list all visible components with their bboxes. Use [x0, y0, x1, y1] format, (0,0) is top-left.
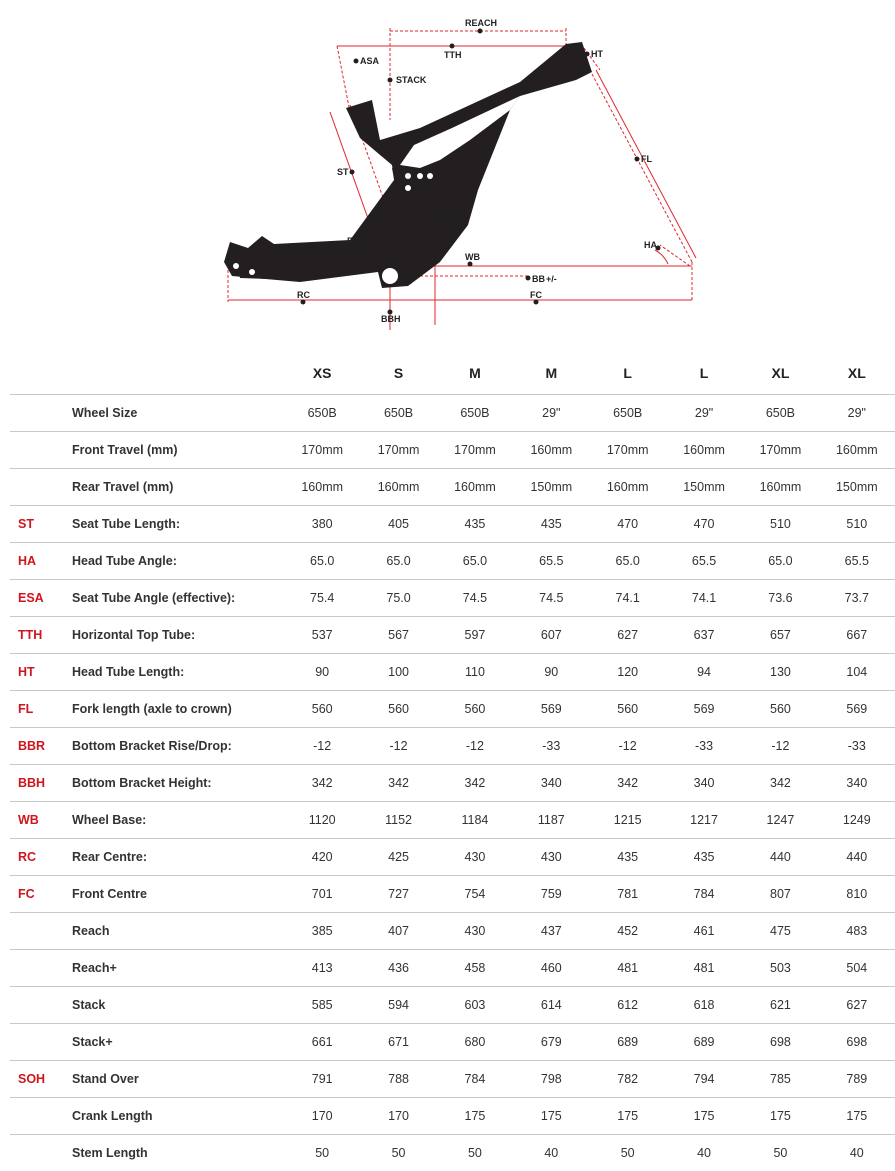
table-cell: 701	[284, 876, 360, 913]
row-label: Horizontal Top Tube:	[56, 617, 284, 654]
table-cell: 160mm	[513, 432, 589, 469]
row-abbreviation: RC	[10, 839, 56, 876]
size-header: M	[437, 352, 513, 395]
row-abbreviation: WB	[10, 802, 56, 839]
table-cell: 698	[742, 1024, 818, 1061]
table-cell: 754	[437, 876, 513, 913]
row-abbreviation: FL	[10, 691, 56, 728]
table-cell: 475	[742, 913, 818, 950]
table-cell: 627	[590, 617, 666, 654]
table-cell: 342	[437, 765, 513, 802]
table-row	[10, 469, 895, 506]
table-cell: 470	[666, 506, 742, 543]
row-label: Rear Travel (mm)	[56, 469, 284, 506]
row-label: Front Travel (mm)	[56, 432, 284, 469]
table-cell: 150mm	[666, 469, 742, 506]
table-cell: 661	[284, 1024, 360, 1061]
table-cell: 340	[666, 765, 742, 802]
tth-label: TTH	[444, 50, 462, 60]
table-cell: 405	[360, 506, 436, 543]
row-abbreviation: HT	[10, 654, 56, 691]
size-header: XL	[742, 352, 818, 395]
table-cell: 689	[590, 1024, 666, 1061]
table-cell: 160mm	[590, 469, 666, 506]
table-cell: 110	[437, 654, 513, 691]
table-row	[10, 543, 895, 580]
table-cell: 175	[666, 1098, 742, 1135]
table-cell: 759	[513, 876, 589, 913]
table-cell: 170mm	[284, 432, 360, 469]
table-row	[10, 1061, 895, 1098]
table-cell: 461	[666, 913, 742, 950]
table-row	[10, 617, 895, 654]
geometry-table	[10, 352, 895, 1171]
size-header: L	[590, 352, 666, 395]
table-cell: 667	[819, 617, 895, 654]
table-cell: 618	[666, 987, 742, 1024]
row-abbreviation: FC	[10, 876, 56, 913]
table-cell: 560	[284, 691, 360, 728]
table-cell: 698	[819, 1024, 895, 1061]
row-abbreviation	[10, 987, 56, 1024]
table-cell: 483	[819, 913, 895, 950]
table-row	[10, 580, 895, 617]
ht-label: HT	[591, 49, 603, 59]
table-cell: 40	[666, 1135, 742, 1171]
table-cell: 430	[513, 839, 589, 876]
table-cell: 637	[666, 617, 742, 654]
soh-label: SOH	[440, 209, 460, 219]
table-row	[10, 1098, 895, 1135]
row-label: Head Tube Length:	[56, 654, 284, 691]
table-cell: 650B	[437, 395, 513, 432]
table-cell: 781	[590, 876, 666, 913]
table-cell: 436	[360, 950, 436, 987]
table-cell: 340	[513, 765, 589, 802]
table-cell: 537	[284, 617, 360, 654]
table-cell: 65.5	[819, 543, 895, 580]
row-label: Crank Length	[56, 1098, 284, 1135]
table-cell: 791	[284, 1061, 360, 1098]
table-cell: 100	[360, 654, 436, 691]
table-cell: 342	[360, 765, 436, 802]
table-cell: 75.4	[284, 580, 360, 617]
row-label: Fork length (axle to crown)	[56, 691, 284, 728]
table-cell: 460	[513, 950, 589, 987]
table-cell: 94	[666, 654, 742, 691]
table-cell: 560	[590, 691, 666, 728]
table-row	[10, 913, 895, 950]
table-cell: 420	[284, 839, 360, 876]
table-cell: 160mm	[666, 432, 742, 469]
table-cell: 74.1	[590, 580, 666, 617]
row-abbreviation	[10, 1098, 56, 1135]
table-cell: 342	[590, 765, 666, 802]
bb-suffix-label: +/-	[546, 274, 557, 284]
frame-geometry-diagram	[0, 0, 895, 340]
table-cell: -12	[360, 728, 436, 765]
table-cell: 73.7	[819, 580, 895, 617]
row-abbreviation: ESA	[10, 580, 56, 617]
table-cell: 175	[590, 1098, 666, 1135]
table-cell: 170	[360, 1098, 436, 1135]
table-row	[10, 876, 895, 913]
table-cell: 689	[666, 1024, 742, 1061]
table-cell: 65.0	[590, 543, 666, 580]
table-cell: 90	[284, 654, 360, 691]
size-header-row	[10, 352, 895, 395]
table-cell: 65.5	[666, 543, 742, 580]
table-cell: 40	[819, 1135, 895, 1171]
rc-label: RC	[297, 290, 310, 300]
table-cell: 170mm	[742, 432, 818, 469]
row-label: Stem Length	[56, 1135, 284, 1171]
table-cell: 73.6	[742, 580, 818, 617]
bb-label: BB	[532, 274, 545, 284]
table-cell: 650B	[742, 395, 818, 432]
row-abbreviation	[10, 913, 56, 950]
esa-label: ESA	[347, 236, 366, 246]
table-cell: 65.0	[360, 543, 436, 580]
table-cell: 160mm	[360, 469, 436, 506]
table-cell: 407	[360, 913, 436, 950]
row-label: Seat Tube Angle (effective):	[56, 580, 284, 617]
table-cell: 612	[590, 987, 666, 1024]
table-row	[10, 1135, 895, 1171]
table-cell: 50	[360, 1135, 436, 1171]
table-cell: 385	[284, 913, 360, 950]
reach-label: REACH	[465, 18, 497, 28]
table-cell: 430	[437, 839, 513, 876]
table-cell: 569	[819, 691, 895, 728]
table-cell: 470	[590, 506, 666, 543]
table-cell: 510	[742, 506, 818, 543]
size-header: L	[666, 352, 742, 395]
table-cell: 569	[513, 691, 589, 728]
table-cell: 569	[666, 691, 742, 728]
table-cell: 585	[284, 987, 360, 1024]
table-cell: 430	[437, 913, 513, 950]
table-cell: 481	[590, 950, 666, 987]
row-label: Bottom Bracket Rise/Drop:	[56, 728, 284, 765]
table-cell: 340	[819, 765, 895, 802]
fl-label: FL	[641, 154, 652, 164]
size-header: XS	[284, 352, 360, 395]
table-row	[10, 691, 895, 728]
table-cell: -12	[590, 728, 666, 765]
table-cell: 130	[742, 654, 818, 691]
table-cell: 435	[513, 506, 589, 543]
table-cell: -33	[666, 728, 742, 765]
table-cell: 40	[513, 1135, 589, 1171]
wb-label: WB	[465, 252, 480, 262]
table-cell: 785	[742, 1061, 818, 1098]
table-cell: 29"	[666, 395, 742, 432]
table-cell: 657	[742, 617, 818, 654]
table-row	[10, 654, 895, 691]
bbh-label: BBH	[381, 314, 401, 324]
table-row	[10, 839, 895, 876]
table-cell: 1184	[437, 802, 513, 839]
st-label: ST	[337, 167, 349, 177]
table-cell: 650B	[360, 395, 436, 432]
row-label: Front Centre	[56, 876, 284, 913]
row-abbreviation	[10, 1135, 56, 1171]
table-cell: 458	[437, 950, 513, 987]
table-cell: 1215	[590, 802, 666, 839]
row-label: Stand Over	[56, 1061, 284, 1098]
table-cell: 1152	[360, 802, 436, 839]
table-cell: 452	[590, 913, 666, 950]
row-abbreviation: BBH	[10, 765, 56, 802]
size-header: XL	[819, 352, 895, 395]
table-cell: 510	[819, 506, 895, 543]
table-cell: 597	[437, 617, 513, 654]
table-cell: 782	[590, 1061, 666, 1098]
table-cell: 65.5	[513, 543, 589, 580]
table-cell: 784	[437, 1061, 513, 1098]
table-cell: 65.0	[284, 543, 360, 580]
table-cell: 560	[360, 691, 436, 728]
table-cell: 607	[513, 617, 589, 654]
table-cell: 380	[284, 506, 360, 543]
asa-label: ASA	[360, 56, 380, 66]
table-cell: 504	[819, 950, 895, 987]
table-cell: -12	[742, 728, 818, 765]
table-cell: 1187	[513, 802, 589, 839]
row-label: Stack+	[56, 1024, 284, 1061]
table-cell: 481	[666, 950, 742, 987]
table-cell: 150mm	[819, 469, 895, 506]
table-cell: 170	[284, 1098, 360, 1135]
table-cell: 160mm	[284, 469, 360, 506]
table-cell: 671	[360, 1024, 436, 1061]
table-cell: 29"	[513, 395, 589, 432]
table-cell: 440	[819, 839, 895, 876]
table-cell: 1247	[742, 802, 818, 839]
table-cell: 789	[819, 1061, 895, 1098]
row-label: Reach	[56, 913, 284, 950]
table-cell: 170mm	[437, 432, 513, 469]
table-cell: 650B	[590, 395, 666, 432]
table-cell: 594	[360, 987, 436, 1024]
table-cell: -12	[437, 728, 513, 765]
table-cell: 603	[437, 987, 513, 1024]
table-cell: 74.5	[513, 580, 589, 617]
table-cell: 435	[437, 506, 513, 543]
table-cell: 160mm	[742, 469, 818, 506]
table-cell: 560	[437, 691, 513, 728]
row-abbreviation	[10, 1024, 56, 1061]
table-cell: 90	[513, 654, 589, 691]
table-cell: 1249	[819, 802, 895, 839]
row-label: Seat Tube Length:	[56, 506, 284, 543]
table-cell: 65.0	[742, 543, 818, 580]
table-cell: 50	[437, 1135, 513, 1171]
table-cell: 435	[666, 839, 742, 876]
table-cell: 160mm	[819, 432, 895, 469]
table-cell: 170mm	[590, 432, 666, 469]
table-cell: 807	[742, 876, 818, 913]
row-abbreviation: SOH	[10, 1061, 56, 1098]
table-cell: 170mm	[360, 432, 436, 469]
size-header: S	[360, 352, 436, 395]
table-cell: 794	[666, 1061, 742, 1098]
table-cell: 150mm	[513, 469, 589, 506]
row-abbreviation: BBR	[10, 728, 56, 765]
row-abbreviation	[10, 432, 56, 469]
table-cell: 50	[590, 1135, 666, 1171]
table-cell: 614	[513, 987, 589, 1024]
table-cell: 679	[513, 1024, 589, 1061]
table-cell: 680	[437, 1024, 513, 1061]
row-abbreviation: TTH	[10, 617, 56, 654]
table-row	[10, 1024, 895, 1061]
table-cell: 1217	[666, 802, 742, 839]
stack-label: STACK	[396, 75, 427, 85]
row-abbreviation	[10, 469, 56, 506]
table-cell: 621	[742, 987, 818, 1024]
table-cell: 75.0	[360, 580, 436, 617]
row-label: Stack	[56, 987, 284, 1024]
row-abbreviation: HA	[10, 543, 56, 580]
table-row	[10, 950, 895, 987]
table-cell: 798	[513, 1061, 589, 1098]
table-cell: 437	[513, 913, 589, 950]
table-row	[10, 506, 895, 543]
table-cell: 435	[590, 839, 666, 876]
table-cell: 627	[819, 987, 895, 1024]
table-cell: 650B	[284, 395, 360, 432]
table-row	[10, 395, 895, 432]
table-cell: 120	[590, 654, 666, 691]
table-cell: 567	[360, 617, 436, 654]
table-cell: 50	[284, 1135, 360, 1171]
row-label: Wheel Base:	[56, 802, 284, 839]
table-row	[10, 987, 895, 1024]
table-cell: 74.5	[437, 580, 513, 617]
table-cell: 175	[437, 1098, 513, 1135]
row-label: Reach+	[56, 950, 284, 987]
row-label: Rear Centre:	[56, 839, 284, 876]
table-cell: 160mm	[437, 469, 513, 506]
row-abbreviation	[10, 395, 56, 432]
header-label	[56, 352, 284, 395]
table-cell: -33	[819, 728, 895, 765]
ha-label: HA	[644, 240, 657, 250]
table-cell: 784	[666, 876, 742, 913]
table-cell: 727	[360, 876, 436, 913]
row-label: Bottom Bracket Height:	[56, 765, 284, 802]
row-abbreviation	[10, 950, 56, 987]
table-cell: 413	[284, 950, 360, 987]
table-cell: -12	[284, 728, 360, 765]
table-row	[10, 802, 895, 839]
table-cell: 342	[742, 765, 818, 802]
table-cell: 425	[360, 839, 436, 876]
table-row	[10, 432, 895, 469]
row-label: Head Tube Angle:	[56, 543, 284, 580]
fc-label: FC	[530, 290, 542, 300]
row-label: Wheel Size	[56, 395, 284, 432]
table-cell: 560	[742, 691, 818, 728]
table-cell: 104	[819, 654, 895, 691]
table-cell: -33	[513, 728, 589, 765]
table-cell: 440	[742, 839, 818, 876]
size-header: M	[513, 352, 589, 395]
header-abbr	[10, 352, 56, 395]
table-cell: 788	[360, 1061, 436, 1098]
row-abbreviation: ST	[10, 506, 56, 543]
table-cell: 810	[819, 876, 895, 913]
table-cell: 175	[742, 1098, 818, 1135]
table-cell: 342	[284, 765, 360, 802]
table-cell: 74.1	[666, 580, 742, 617]
table-cell: 175	[513, 1098, 589, 1135]
table-cell: 175	[819, 1098, 895, 1135]
table-row	[10, 728, 895, 765]
table-cell: 503	[742, 950, 818, 987]
table-cell: 1120	[284, 802, 360, 839]
table-row	[10, 765, 895, 802]
table-cell: 65.0	[437, 543, 513, 580]
table-cell: 29"	[819, 395, 895, 432]
table-cell: 50	[742, 1135, 818, 1171]
